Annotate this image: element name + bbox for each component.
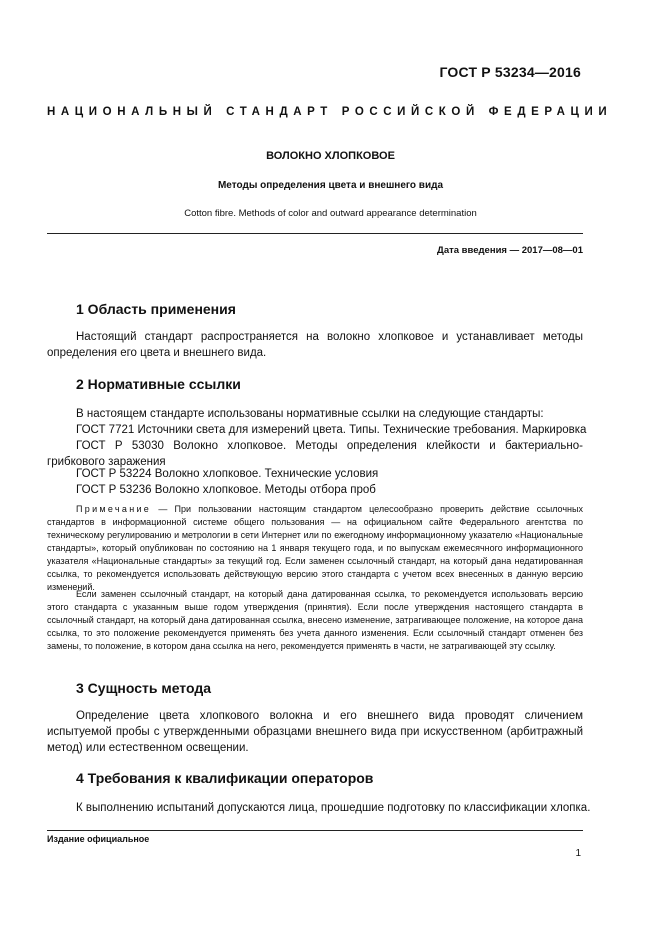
document-subtitle: Методы определения цвета и внешнего вида — [217, 180, 444, 191]
section-4-text: К выполнению испытаний допускаются лица, прошедшие подготовку по классификации хлопка. — [76, 802, 591, 814]
note-text: — При пользовании настоящим стандартом целесообразно проверить действие ссылочных стандартов в информационной системе общего пользования — на официальном сайте Федерального агентства по техническому регулированию и метрологии в сети Интернет или по ежегодному информационному указателю «Национальные стандарты», который опубликован по состоянию на 1 января текущего года, и по выпускам ежемесячного информационного указателя «Национальные стандарты» за текущий год. Если заменен ссылочный стандарт, на который дана недатированная ссылка, то рекомендуется использовать действующую версию этого стандарта с учетом всех внесенных в данную версию изменений. — [47, 504, 583, 592]
reference-item: ГОСТ 7721 Источники света для измерений цвета. Типы. Технические требования. Маркировка — [76, 424, 587, 436]
section-1-heading: 1 Область применения — [76, 301, 236, 317]
official-edition-label: Издание официальное — [47, 834, 150, 844]
document-title: ВОЛОКНО ХЛОПКОВОЕ — [266, 150, 395, 162]
page-number: 1 — [575, 848, 581, 859]
gost-code: ГОСТ Р 53234—2016 — [439, 64, 581, 80]
reference-note — [47, 503, 583, 594]
national-standard-banner: НАЦИОНАЛЬНЫЙ СТАНДАРТ РОССИЙСКОЙ ФЕДЕРАЦИИ — [47, 106, 613, 118]
footer-divider — [47, 830, 583, 831]
section-3-heading: 3 Сущность метода — [76, 680, 212, 696]
note-label: Примечание — [76, 504, 152, 514]
title-divider — [47, 233, 583, 234]
section-4-heading: 4 Требования к квалификации операторов — [76, 770, 374, 786]
section-2-intro: В настоящем стандарте использованы нормативные ссылки на следующие стандарты: — [76, 408, 544, 420]
section-1-text: Настоящий стандарт распространяется на волокно хлопковое и устанавливает методы определения его цвета и внешнего вида. — [47, 331, 583, 359]
reference-item: ГОСТ Р 53236 Волокно хлопковое. Методы отбора проб — [76, 484, 376, 496]
section-2-heading: 2 Нормативные ссылки — [76, 376, 241, 392]
reference-item: ГОСТ Р 53224 Волокно хлопковое. Технические условия — [76, 468, 379, 480]
section-3-text: Определение цвета хлопкового волокна и его внешнего вида проводят сличением испытуемой пробы с утвержденными образцами внешнего вида при искусственном (арбитражный метод) или естественном освещении. — [47, 710, 583, 754]
reference-item: ГОСТ Р 53030 Волокно хлопковое. Методы определения клейкости и бактериально-грибкового заражения — [47, 440, 583, 468]
reference-note-2: Если заменен ссылочный стандарт, на который дана датированная ссылка, то рекомендуется использовать версию этого стандарта с указанным выше годом утверждения (принятия). Если после утверждения настоящего стандарта в ссылочный стандарт, на который дана датированная ссылка, внесено изменение, затрагивающее положение, на которое дана ссылка, то это положение рекомендуется применять без учета данного изменения. Если ссылочный стандарт отменен без замены, то положение, в котором дана ссылка на него, рекомендуется применять в части, не затрагивающей эту ссылку. — [47, 589, 583, 651]
introduction-date: Дата введения — 2017—08—01 — [437, 245, 583, 256]
english-title: Cotton fibre. Methods of color and outward appearance determination — [184, 208, 477, 219]
